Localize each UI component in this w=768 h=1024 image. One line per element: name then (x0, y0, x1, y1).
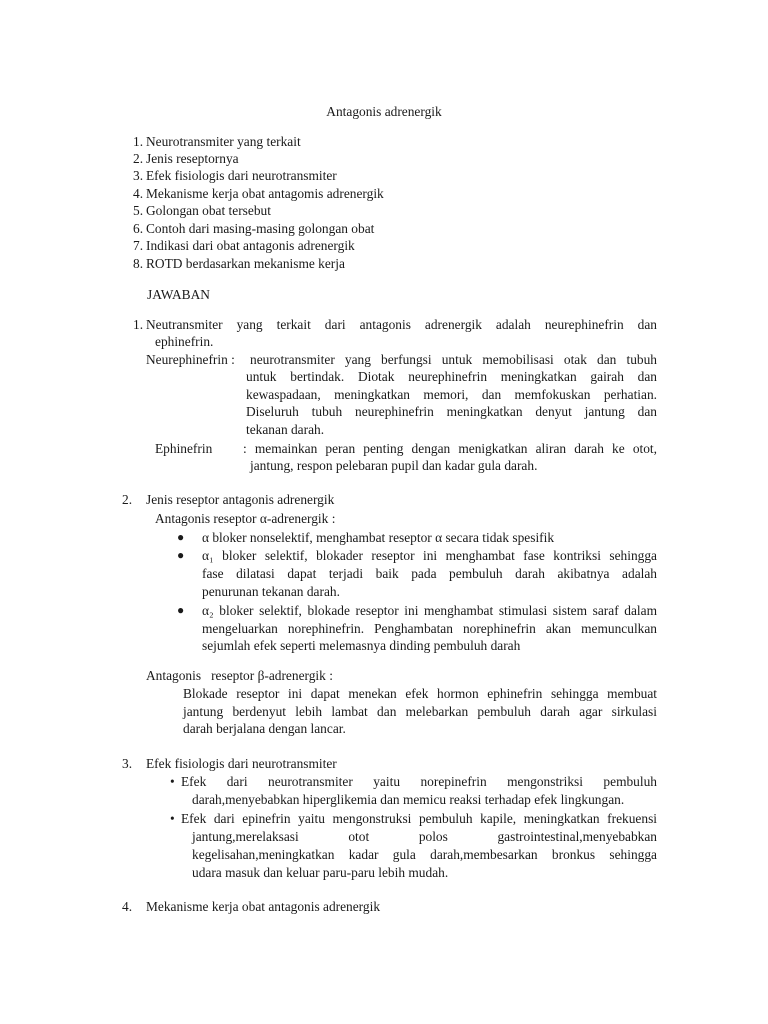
question-text: Efek fisiologis dari neurotransmiter (146, 168, 337, 183)
effect-bullet-line: udara masuk dan keluar paru-paru lebih mudah. (192, 865, 449, 880)
document-title: Antagonis adrenergik (326, 104, 442, 119)
question-number: 8. (133, 256, 144, 271)
beta-line: jantung berdenyut lebih lambat dan melebarkan pembuluh darah agar sirkulasi (183, 704, 657, 719)
answer-number: 1. (133, 317, 144, 332)
bullet-icon: ● (177, 530, 185, 544)
question-text: Neurotransmiter yang terkait (146, 134, 301, 149)
answer-1-line: Neutransmiter yang terkait dari antagonis adrenergik adalah neurephinefrin dan (146, 317, 657, 332)
answer-2-heading: Jenis reseptor antagonis adrenergik (146, 492, 335, 507)
beta-line: Blokade reseptor ini dapat menekan efek hormon ephinefrin sehingga membuat (183, 686, 657, 701)
answer-4-heading: Mekanisme kerja obat antagonis adrenergik (146, 899, 381, 914)
neurephinefrin-line: Diseluruh tubuh neurephinefrin meningkatkan denyut jantung dan (246, 404, 657, 419)
question-number: 1. (133, 134, 144, 149)
effect-bullet-line: Efek dari neurotransmiter yaitu norepinefrin mengonstriksi pembuluh (181, 774, 657, 789)
answer-number: 2. (122, 492, 133, 507)
question-text: Mekanisme kerja obat antagomis adrenergik (146, 186, 384, 201)
question-text: Contoh dari masing-masing golongan obat (146, 221, 375, 236)
question-number: 3. (133, 168, 144, 183)
effect-bullet-line: Efek dari epinefrin yaitu mengonstruksi pembuluh kapile, meningkatkan frekuensi (181, 811, 657, 826)
neurephinefrin-line: tekanan darah. (246, 422, 325, 437)
question-text: Golongan obat tersebut (146, 203, 271, 218)
bullet-icon: • (170, 811, 175, 826)
answer-3-heading: Efek fisiologis dari neurotransmiter (146, 756, 337, 771)
question-number: 5. (133, 203, 144, 218)
alpha-bullet-line: penurunan tekanan darah. (202, 584, 340, 599)
neurephinefrin-line: neurotransmiter yang berfungsi untuk memobilisasi otak dan tubuh (250, 352, 657, 367)
alpha-bullet-line: α₂ bloker selektif, blokade reseptor ini menghambat stimulasi sistem saraf dalam (202, 603, 657, 618)
ephinefrin-line: : memainkan peran penting dengan menigkatkan aliran darah ke otot, (243, 441, 657, 456)
neurephinefrin-line: kewaspadaan, meningkatkan memori, dan memfokuskan perhatian. (246, 387, 657, 402)
alpha-bullet-line: α bloker nonselektif, menghambat reseptor α secara tidak spesifik (202, 530, 555, 545)
bullet-icon: ● (177, 603, 185, 617)
answer-number: 3. (122, 756, 133, 771)
answer-1-line: ephinefrin. (155, 334, 214, 349)
alpha-heading: Antagonis reseptor α-adrenergik : (155, 511, 336, 526)
ephinefrin-term: Ephinefrin (155, 441, 213, 456)
neurephinefrin-term: Neurephinefrin : (146, 352, 235, 367)
alpha-bullet-line: sejumlah efek seperti melemasnya dinding pembuluh darah (202, 638, 521, 653)
ephinefrin-line: jantung, respon pelebaran pupil dan kadar gula darah. (250, 458, 538, 473)
effect-bullet-line: jantung,merelaksasi otot polos gastrointestinal,menyebabkan (192, 829, 657, 844)
answer-number: 4. (122, 899, 133, 914)
neurephinefrin-line: untuk bertindak. Diotak neurephinefrin meningkatkan gairah dan (246, 369, 657, 384)
alpha-bullet-line: α₁ bloker selektif, blokader reseptor ini menghambat fase kontriksi sehingga (202, 548, 657, 563)
question-text: Jenis reseptornya (146, 151, 239, 166)
alpha-bullet-line: mengeluarkan norephinefrin. Penghambatan norephinefrin akan memunculkan (202, 621, 657, 636)
question-number: 2. (133, 151, 144, 166)
question-number: 4. (133, 186, 144, 201)
bullet-icon: • (170, 774, 175, 789)
question-text: Indikasi dari obat antagonis adrenergik (146, 238, 355, 253)
effect-bullet-line: darah,menyebabkan hiperglikemia dan memicu reaksi terhadap efek lingkungan. (192, 792, 625, 807)
question-number: 7. (133, 238, 144, 253)
answer-heading: JAWABAN (147, 287, 210, 302)
alpha-bullet-line: fase dilatasi dapat terjadi baik pada pembuluh darah akibatnya adalah (202, 566, 657, 581)
question-text: ROTD berdasarkan mekanisme kerja (146, 256, 345, 271)
question-number: 6. (133, 221, 144, 236)
effect-bullet-line: kegelisahan,meningkatkan kadar gula darah,membesarkan bronkus sehingga (192, 847, 657, 862)
beta-heading: Antagonis reseptor β-adrenergik : (146, 668, 333, 683)
beta-line: darah berjalana dengan lancar. (183, 721, 346, 736)
bullet-icon: ● (177, 548, 185, 562)
